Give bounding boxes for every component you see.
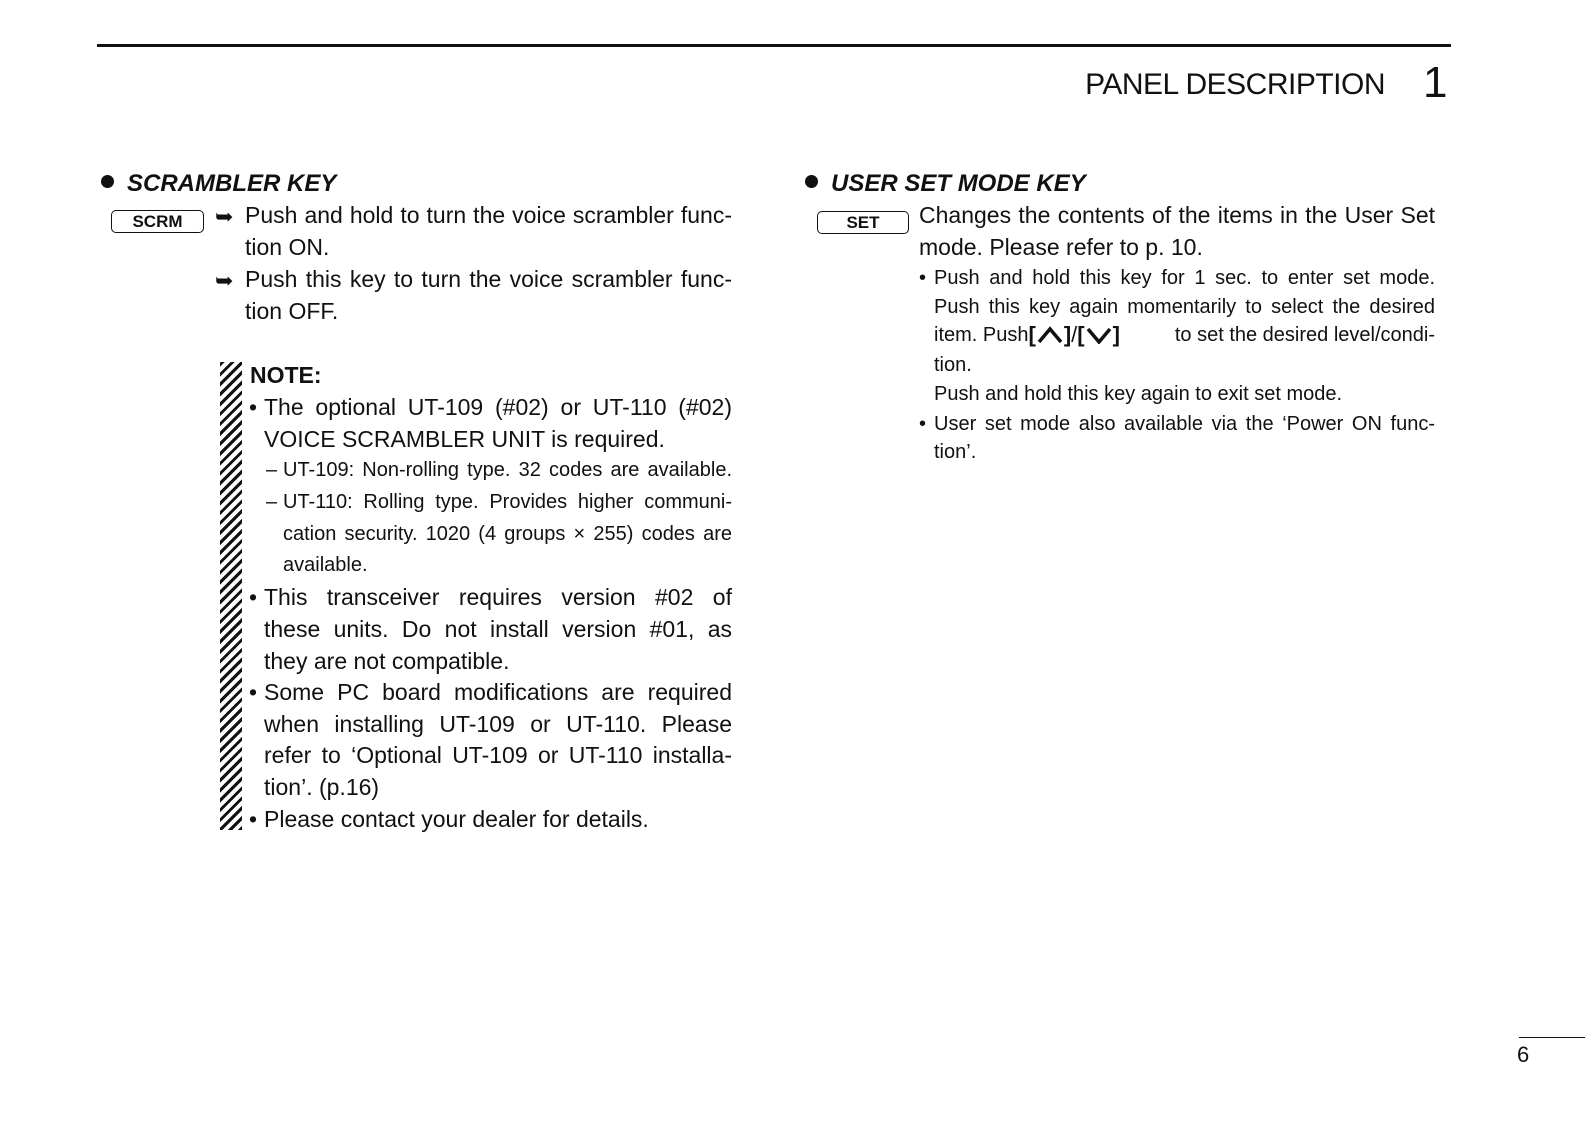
scrambler-item-2-line-2: tion OFF. [245,298,339,324]
note-hatch-bar [220,362,242,830]
right-arrow-icon: ➥ [215,204,234,229]
scrambler-item-1-line-2: tion ON. [245,234,330,260]
page-header-title: PANEL DESCRIPTION [1085,68,1385,101]
user-set-intro-line-1: Changes the contents of the items in the User Set [919,202,1435,228]
user-set-b1-line-3 [934,322,1435,348]
note-b1-line-1: The optional UT-109 (#02) or UT-110 (#02) [264,394,732,420]
note-bullet: • [249,394,258,420]
scrambler-item-1-line-1: Push and hold to turn the voice scrambler func- [245,202,732,228]
note-bullet: • [249,679,258,705]
user-set-b2-line-2: tion’. [934,441,977,463]
user-set-b1-line-3-post: to set the desired level/condi- [1174,323,1435,346]
page-number: 6 [1517,1042,1530,1067]
note-b3-line-4: tion’. (p.16) [264,774,380,800]
note-bullet: • [249,806,258,832]
user-set-b2-line-1: User set mode also available via the ‘Power ON func- [934,413,1435,435]
bracket-open: [ [1077,322,1085,347]
user-set-bullet: • [919,267,927,289]
bracket-open: [ [1028,322,1036,347]
up-chevron-icon [1036,326,1064,344]
scrambler-section-title: SCRAMBLER KEY [127,170,337,197]
scrambler-section-heading [101,170,336,198]
bullet-dot-icon [101,175,114,188]
note-b4-line-1: Please contact your dealer for details. [264,806,649,832]
note-dash: – [266,459,278,481]
user-set-b1-line-3-pre: item. Push [934,323,1029,346]
user-set-b1-line-4: tion. [934,354,972,376]
note-dash: – [266,491,278,513]
set-key-icon: SET [817,211,909,234]
chapter-number: 1 [1423,58,1448,107]
header-rule [97,44,1451,47]
note-b2-line-2: these units. Do not install version #01, as [264,616,732,642]
note-b3-line-3: refer to ‘Optional UT-109 or UT-110 installa- [264,742,732,768]
user-set-b1-line-1: Push and hold this key for 1 sec. to enter set mode. [934,267,1435,289]
bullet-dot-icon [805,175,818,188]
note-d2-line-1: UT-110: Rolling type. Provides higher communi- [283,491,732,513]
footer-rule [1519,1037,1585,1038]
note-d2-line-2: cation security. 1020 (4 groups × 255) codes are [283,523,732,545]
up-down-keys [1028,322,1119,348]
user-set-b1-line-2: Push this key again momentarily to select the desired [934,296,1435,318]
note-b1-line-2: VOICE SCRAMBLER UNIT is required. [264,426,665,452]
note-d1-line-1: UT-109: Non-rolling type. 32 codes are available. [283,459,732,481]
user-set-intro-line-2: mode. Please refer to p. 10. [919,234,1203,260]
slash: / [1071,322,1078,347]
note-b2-line-3: they are not compatible. [264,648,510,674]
user-set-section-heading [805,170,1086,198]
scrm-key-icon: SCRM [111,210,204,233]
right-arrow-icon: ➥ [215,268,234,293]
note-title: NOTE: [250,362,322,388]
user-set-section-title: USER SET MODE KEY [831,170,1086,197]
user-set-b1-line-5: Push and hold this key again to exit set mode. [934,383,1343,405]
bracket-close: ] [1112,322,1120,347]
note-bullet: • [249,584,258,610]
scrambler-item-2-line-1: Push this key to turn the voice scrambler func- [245,266,732,292]
note-b2-line-1: This transceiver requires version #02 of [264,584,732,610]
down-chevron-icon [1085,326,1113,344]
note-b3-line-2: when installing UT-109 or UT-110. Please [264,711,732,737]
bracket-close: ] [1063,322,1072,347]
note-b3-line-1: Some PC board modifications are required [264,679,732,705]
note-d2-line-3: available. [283,554,368,576]
user-set-bullet: • [919,413,927,435]
